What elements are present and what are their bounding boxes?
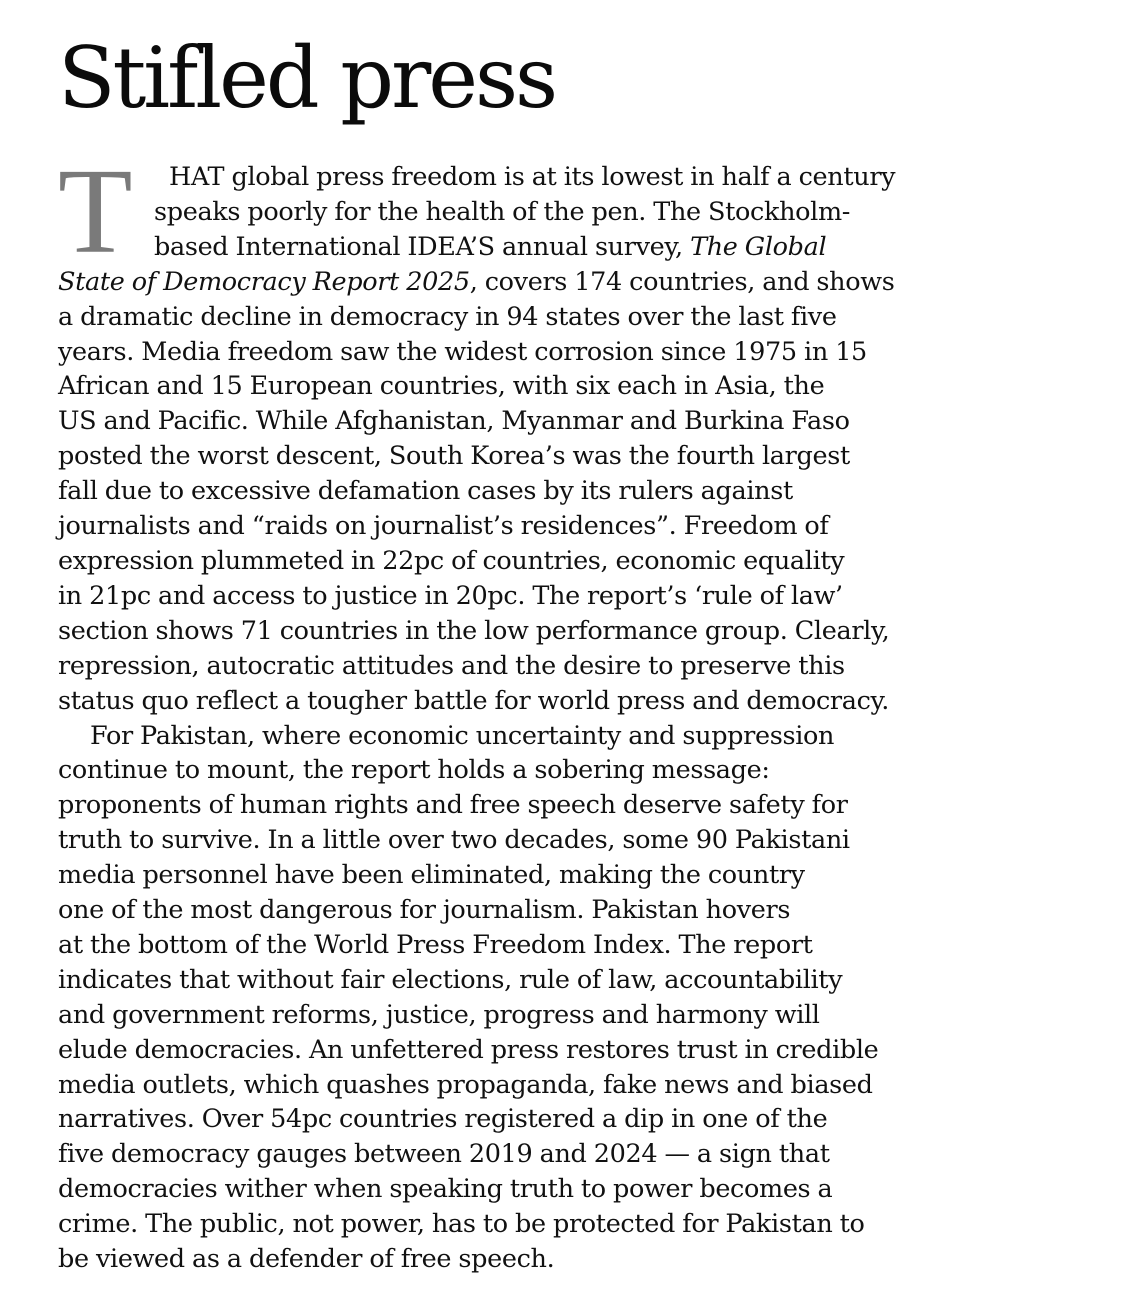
article <box>58 28 1104 1277</box>
text-line: truth to survive. In a little over two decades, some 90 Pakistani <box>58 825 850 856</box>
text-line: US and Pacific. While Afghanistan, Myanmar and Burkina Faso <box>58 406 850 437</box>
text-line: posted the worst descent, South Korea’s was the fourth largest <box>58 441 850 472</box>
text-line: HAT global press freedom is at its lowest in half a century <box>169 162 896 192</box>
text-line: and government reforms, justice, progress and harmony will <box>58 999 820 1030</box>
text-line: elude democracies. An unfettered press restores trust in credible <box>58 1034 879 1065</box>
text-line: five democracy gauges between 2019 and 2024 — a sign that <box>58 1139 830 1170</box>
headline: Stifled press <box>58 29 556 127</box>
text-line: media outlets, which quashes propaganda, fake news and biased <box>58 1069 873 1100</box>
text-line <box>58 230 1104 265</box>
text-line: journalists and “raids on journalist’s residences”. Freedom of <box>58 511 829 542</box>
text-line: indicates that without fair elections, rule of law, accountability <box>58 964 843 995</box>
article-body <box>58 144 1104 1277</box>
text-line: fall due to excessive defamation cases by its rulers against <box>58 476 793 507</box>
paragraph-2 <box>58 719 1104 1278</box>
text-run: , covers 174 countries, and shows <box>469 266 895 297</box>
text-run: based International IDEA’S annual survey, <box>154 231 691 262</box>
text-line: years. Media freedom saw the widest corrosion since 1975 in 15 <box>58 336 867 367</box>
paragraph-1 <box>58 144 1104 719</box>
text-line: continue to mount, the report holds a sobering message: <box>58 755 770 786</box>
drop-cap: T <box>58 144 133 279</box>
report-title-italic: The Global <box>690 231 827 262</box>
text-line: narratives. Over 54pc countries registered a dip in one of the <box>58 1104 828 1135</box>
text-line: African and 15 European countries, with six each in Asia, the <box>58 371 825 402</box>
text-line: status quo reflect a tougher battle for world press and democracy. <box>58 685 889 716</box>
text-line: repression, autocratic attitudes and the desire to preserve this <box>58 650 845 681</box>
text-line: one of the most dangerous for journalism. Pakistan hovers <box>58 895 791 926</box>
text-line: crime. The public, not power, has to be protected for Pakistan to <box>58 1209 865 1240</box>
text-line: at the bottom of the World Press Freedom Index. The report <box>58 929 813 960</box>
report-title-italic: State of Democracy Report 2025 <box>58 266 470 297</box>
text-line: For Pakistan, where economic uncertainty and suppression <box>90 720 835 751</box>
text-line: expression plummeted in 22pc of countries, economic equality <box>58 545 845 576</box>
text-line: media personnel have been eliminated, making the country <box>58 860 805 891</box>
text-line: a dramatic decline in democracy in 94 states over the last five <box>58 301 837 332</box>
text-line: be viewed as a defender of free speech. <box>58 1244 555 1275</box>
text-line: speaks poorly for the health of the pen. The Stockholm- <box>154 196 851 227</box>
text-line: section shows 71 countries in the low performance group. Clearly, <box>58 615 890 646</box>
text-line <box>58 265 1104 300</box>
text-line: in 21pc and access to justice in 20pc. The report’s ‘rule of law’ <box>58 580 843 611</box>
text-line: proponents of human rights and free speech deserve safety for <box>58 790 848 821</box>
text-line: democracies wither when speaking truth to power becomes a <box>58 1174 833 1205</box>
